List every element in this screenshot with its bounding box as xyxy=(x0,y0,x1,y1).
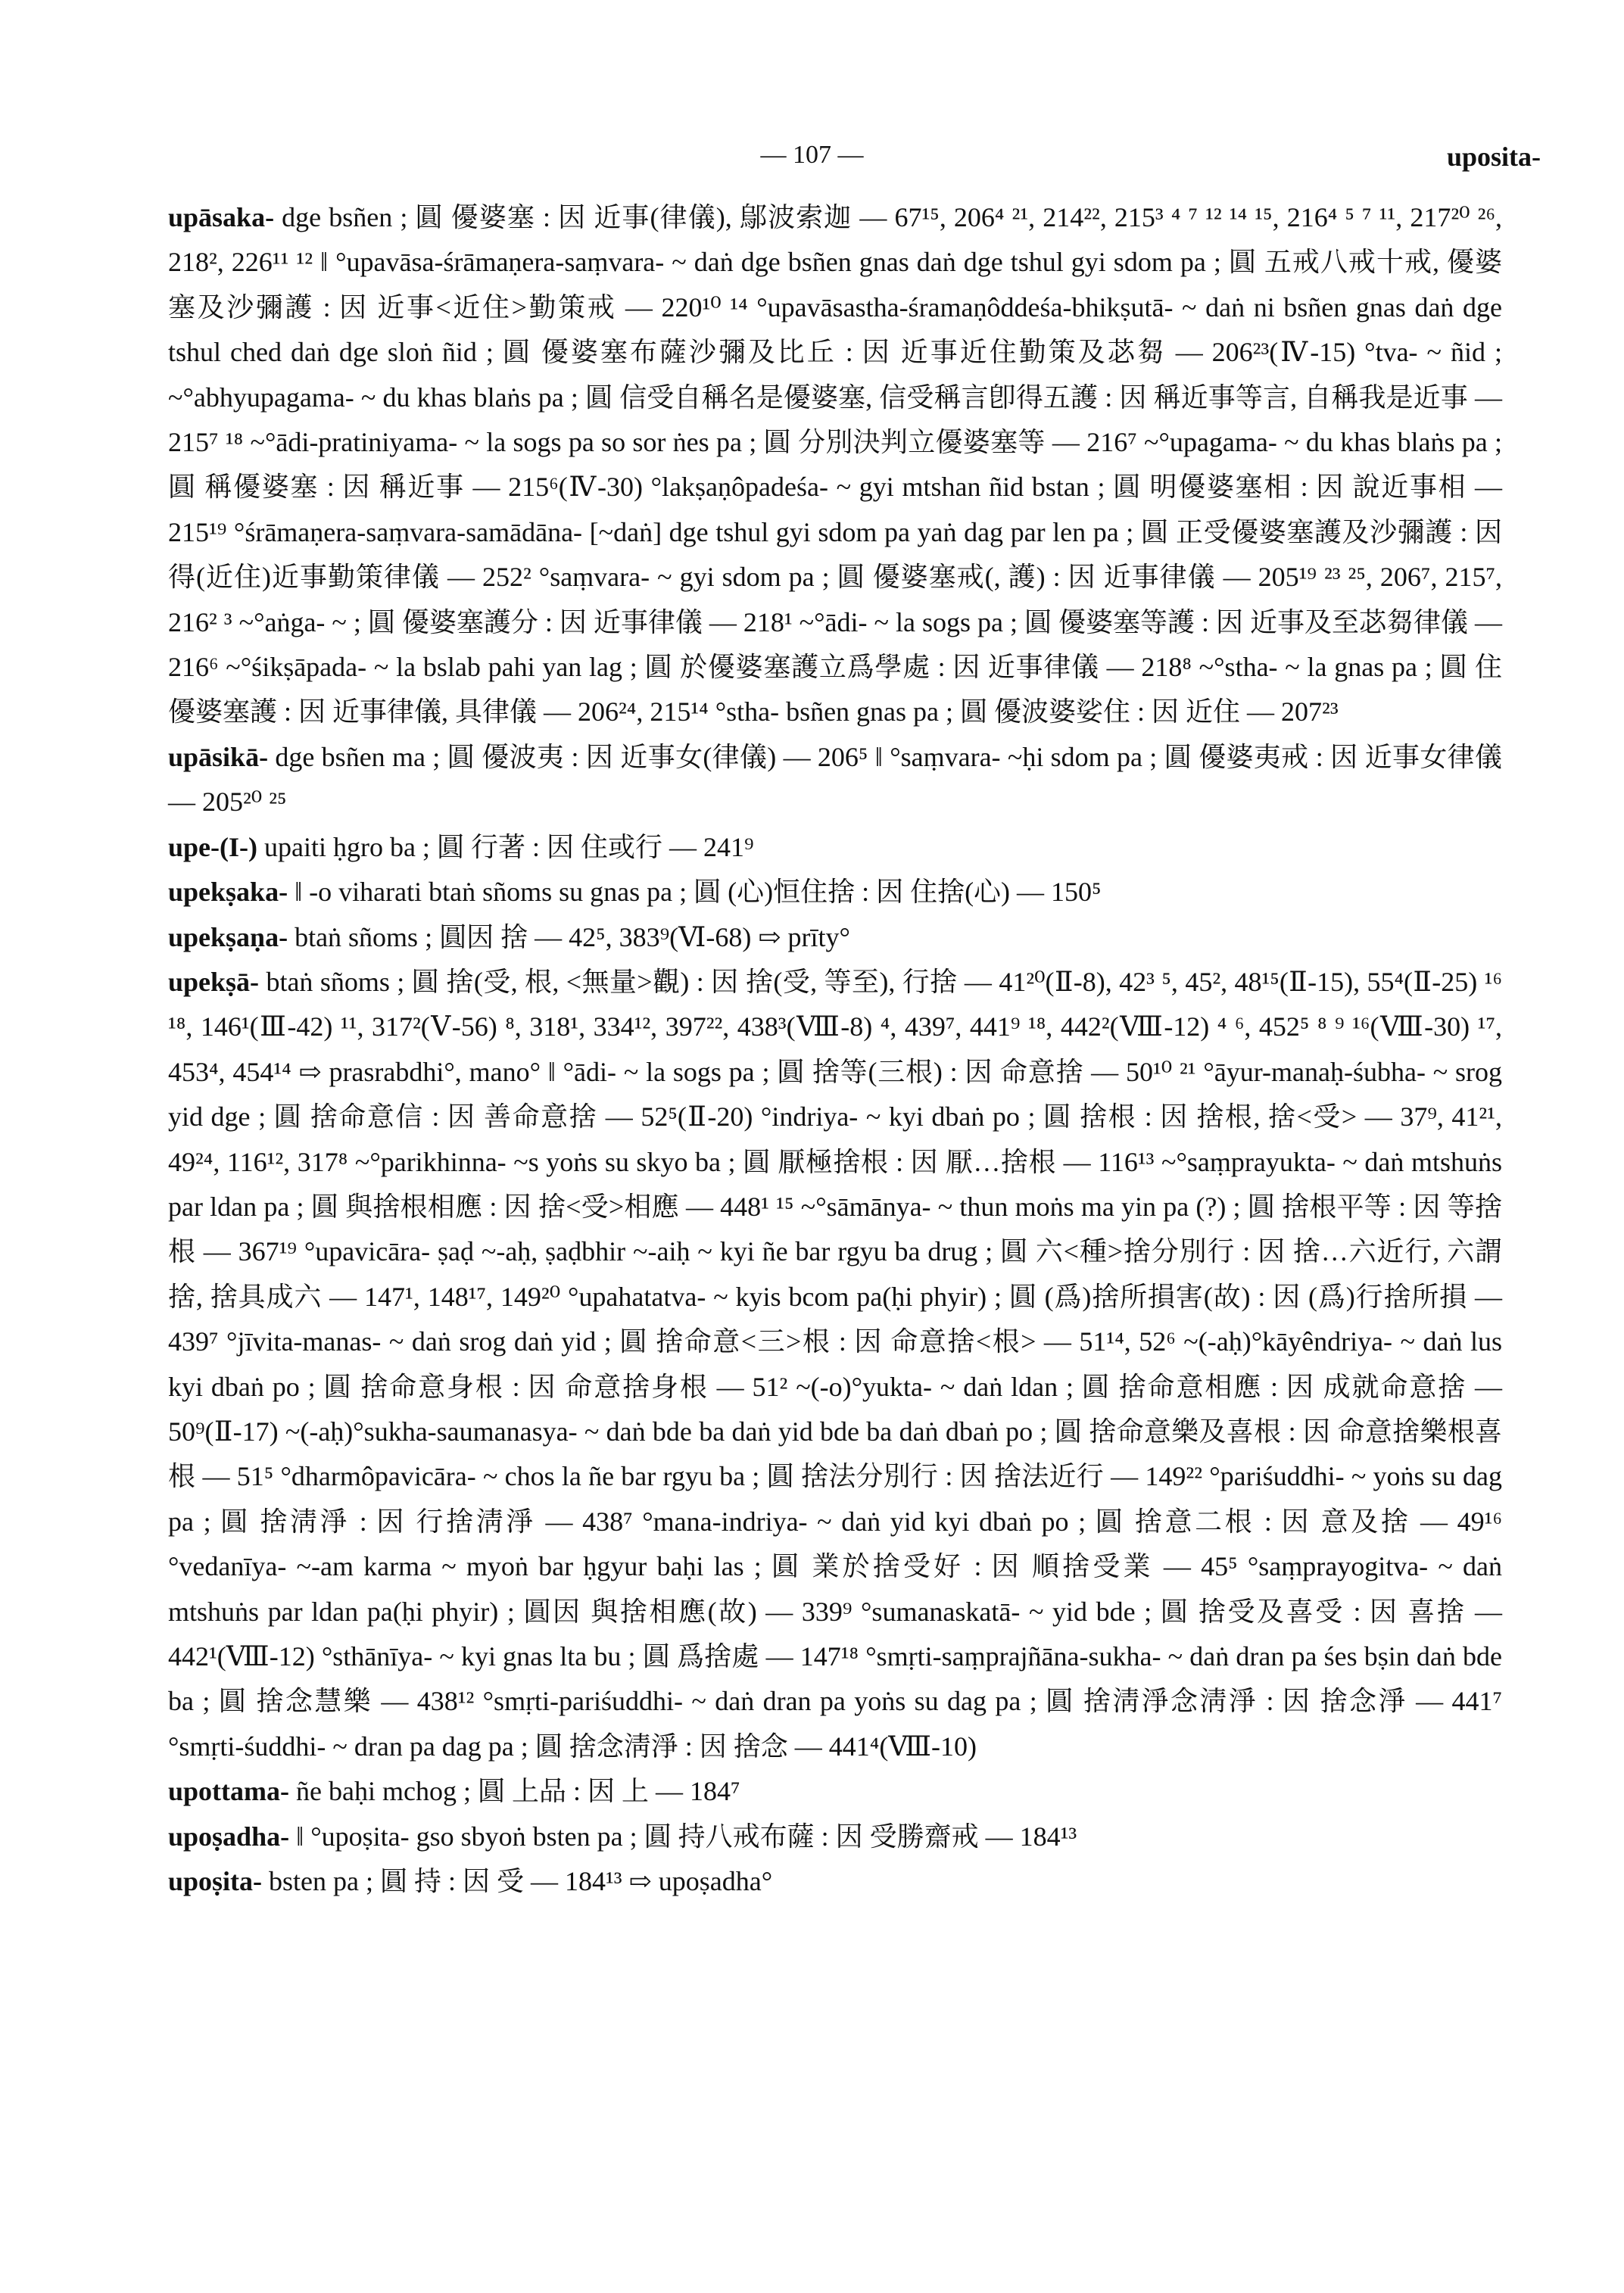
entry-upeksana xyxy=(168,915,1502,960)
entry-uposita xyxy=(168,1859,1502,1904)
headword: upoṣadha- xyxy=(168,1821,290,1852)
headword: upekṣā- xyxy=(168,966,260,997)
entry-body: upaiti ḥgro ba ; 圓 行著 : 因 住或行 — 241⁹ xyxy=(257,831,754,862)
headword: upekṣaṇa- xyxy=(168,921,288,952)
headword: upāsikā- xyxy=(168,741,269,772)
entry-body: bsten pa ; 圓 持 : 因 受 — 184¹³ ⇨ upoṣadha° xyxy=(262,1866,773,1897)
entry-upasaka xyxy=(168,195,1502,735)
entry-body: ‖ -o viharati btaṅ sñoms su gnas pa ; 圓 (心)恒住捨 : 因 住捨(心) — 150⁵ xyxy=(288,877,1102,908)
entry-upeksa xyxy=(168,960,1502,1769)
entry-upasika xyxy=(168,735,1502,825)
entry-body: ñe baḥi mchog ; 圓 上品 : 因 上 — 184⁷ xyxy=(289,1776,740,1807)
entry-upe xyxy=(168,825,1502,870)
headword: upottama- xyxy=(168,1776,289,1807)
entry-upeksaka xyxy=(168,870,1502,914)
entry-body: btaṅ sñoms ; 圓 捨(受, 根, <無量>觀) : 因 捨(受, 等至), 行捨 — 41²⁰(Ⅱ-8), 42³ ⁵, 45², 48¹⁵(Ⅱ-15), 55⁴(Ⅱ-25) ¹⁶ ¹⁸, 146¹(Ⅲ-42) ¹¹, 317²(Ⅴ-56) ⁸, 318¹, 334¹², 397²², 438³(Ⅷ-8) ⁴, 439⁷, 441⁹ ¹⁸, 442²(Ⅷ-12) ⁴ ⁶, 452⁵ ⁸ ⁹ ¹⁶(Ⅷ-30) ¹⁷, 453⁴, 454¹⁴ ⇨ prasrabdhi°, mano° ‖ °ādi- ~ la sogs pa ; 圓 捨等(三根) : 因 命意捨 — 50¹⁰ ²¹ °āyur-manaḥ-śubha- ~ srog yid dge ; 圓 捨命意信 : 因 善命意捨 — 52⁵(Ⅱ-20) °indriya- ~ kyi dbaṅ po ; 圓 捨根 : 因 捨根, 捨<受> — 37⁹, 41²¹, 49²⁴, 116¹², 317⁸ ~°parikhinna- ~s yoṅs su skyo ba ; 圓 厭極捨根 : 因 厭…捨根 — 116¹³ ~°saṃprayukta- ~ daṅ mtshuṅs par ldan pa ; 圓 與捨根相應 : 因 捨<受>相應 — 448¹ ¹⁵ ~°sāmānya- ~ thun moṅs ma yin pa (?) ; 圓 捨根平等 : 因 等捨根 — 367¹⁹ °upavicāra- ṣaḍ ~-aḥ, ṣaḍbhir ~-aiḥ ~ kyi ñe bar rgyu ba drug ; 圓 六<種>捨分別行 : 因 捨…六近行, 六謂捨, 捨具成六 — 147¹, 148¹⁷, 149²⁰ °upahatatva- ~ kyis bcom pa(ḥi phyir) ; 圓 (爲)捨所損害(故) : 因 (爲)行捨所損 — 439⁷ °jīvita-manas- ~ daṅ srog daṅ yid ; 圓 捨命意<三>根 : 因 命意捨<根> — 51¹⁴, 52⁶ ~(-aḥ)°kāyêndriya- ~ daṅ lus kyi dbaṅ po ; 圓 捨命意身根 : 因 命意捨身根 — 51² ~(-o)°yukta- ~ daṅ ldan ; 圓 捨命意相應 : 因 成就命意捨 — 50⁹(Ⅱ-17) ~(-aḥ)°sukha-saumanasya- ~ daṅ bde ba daṅ yid bde ba daṅ dbaṅ po ; 圓 捨命意樂及喜根 : 因 命意捨樂根喜根 — 51⁵ °dharmôpavicāra- ~ chos la ñe bar rgyu ba ; 圓 捨法分別行 : 因 捨法近行 — 149²² °pariśuddhi- ~ yoṅs su dag pa ; 圓 捨淸淨 : 因 行捨淸淨 — 438⁷ °mana-indriya- ~ daṅ yid kyi dbaṅ po ; 圓 捨意二根 : 因 意及捨 — 49¹⁶ °vedanīya- ~-am karma ~ myoṅ bar ḥgyur baḥi las ; 圓 業於捨受好 : 因 順捨受業 — 45⁵ °saṃprayogitva- ~ daṅ mtshuṅs par ldan pa(ḥi phyir) ; 圓因 與捨相應(故) — 339⁹ °sumanaskatā- ~ yid bde ; 圓 捨受及喜受 : 因 喜捨 — 442¹(Ⅷ-12) °sthānīya- ~ kyi gnas lta bu ; 圓 爲捨處 — 147¹⁸ °smṛti-saṃprajñāna-sukha- ~ daṅ dran pa śes bṣin daṅ bde ba ; 圓 捨念慧樂 — 438¹² °smṛti-pariśuddhi- ~ daṅ dran pa yoṅs su dag pa ; 圓 捨淸淨念淸淨 : 因 捨念淨 — 441⁷ °smṛti-śuddhi- ~ dran pa dag pa ; 圓 捨念淸淨 : 因 捨念 — 441⁴(Ⅷ-10) xyxy=(168,966,1502,1762)
entry-list xyxy=(168,195,1502,1904)
headword: upoṣita- xyxy=(168,1866,263,1897)
entry-body: dge bsñen ma ; 圓 優波夷 : 因 近事女(律儀) — 206⁵ ‖ °saṃvara- ~ḥi sdom pa ; 圓 優婆夷戒 : 因 近事女律儀 — 205²⁰ ²⁵ xyxy=(168,741,1502,818)
entry-uposadha xyxy=(168,1815,1502,1859)
entry-body: btaṅ sñoms ; 圓因 捨 — 42⁵, 383⁹(Ⅵ-68) ⇨ prīty° xyxy=(288,921,850,952)
running-head: uposita- xyxy=(1446,142,1541,172)
headword: upe-(I-) xyxy=(168,831,257,862)
page-number: — 107 — xyxy=(760,141,864,169)
headword: upāsaka- xyxy=(168,202,275,232)
entry-body: ‖ °upoṣita- gso sbyoṅ bsten pa ; 圓 持八戒布薩 : 因 受勝齋戒 — 184¹³ xyxy=(289,1821,1077,1852)
entry-upottama xyxy=(168,1769,1502,1814)
headword: upekṣaka- xyxy=(168,877,288,908)
entry-body: dge bsñen ; 圓 優婆塞 : 因 近事(律儀), 鄔波索迦 — 67¹⁵, 206⁴ ²¹, 214²², 215³ ⁴ ⁷ ¹² ¹⁴ ¹⁵, 216⁴ ⁵ ⁷ ¹¹, 217²⁰ ²⁶, 218², 226¹¹ ¹² ‖ °upavāsa-śrāmaṇera-saṃvara- ~ daṅ dge bsñen gnas daṅ dge tshul gyi sdom pa ; 圓 五戒八戒十戒, 優婆塞及沙彌護 : 因 近事<近住>勤策戒 — 220¹⁰ ¹⁴ °upavāsastha-śramaṇôddeśa-bhikṣutā- ~ daṅ ni bsñen gnas daṅ dge tshul ched daṅ dge sloṅ ñid ; 圓 優婆塞布薩沙彌及比丘 : 因 近事近住勤策及苾芻 — 206²³(Ⅳ-15) °tva- ~ ñid ; ~°abhyupagama- ~ du khas blaṅs pa ; 圓 信受自稱名是優婆塞, 信受稱言卽得五護 : 因 稱近事等言, 自稱我是近事 — 215⁷ ¹⁸ ~°ādi-pratiniyama- ~ la sogs pa so sor ṅes pa ; 圓 分別決判立優婆塞等 — 216⁷ ~°upagama- ~ du khas blaṅs pa ; 圓 稱優婆塞 : 因 稱近事 — 215⁶(Ⅳ-30) °lakṣaṇôpadeśa- ~ gyi mtshan ñid bstan ; 圓 明優婆塞相 : 因 說近事相 — 215¹⁹ °śrāmaṇera-saṃvara-samādāna- [~daṅ] dge tshul gyi sdom pa yaṅ dag par len pa ; 圓 正受優婆塞護及沙彌護 : 因 得(近住)近事勤策律儀 — 252² °saṃvara- ~ gyi sdom pa ; 圓 優婆塞戒(, 護) : 因 近事律儀 — 205¹⁹ ²³ ²⁵, 206⁷, 215⁷, 216² ³ ~°aṅga- ~ ; 圓 優婆塞護分 : 因 近事律儀 — 218¹ ~°ādi- ~ la sogs pa ; 圓 優婆塞等護 : 因 近事及至苾芻律儀 — 216⁶ ~°śikṣāpada- ~ la bslab pahi yan lag ; 圓 於優婆塞護立爲學處 : 因 近事律儀 — 218⁸ ~°stha- ~ la gnas pa ; 圓 住優婆塞護 : 因 近事律儀, 具律儀 — 206²⁴, 215¹⁴ °stha- bsñen gnas pa ; 圓 優波婆娑住 : 因 近住 — 207²³ xyxy=(168,202,1502,727)
